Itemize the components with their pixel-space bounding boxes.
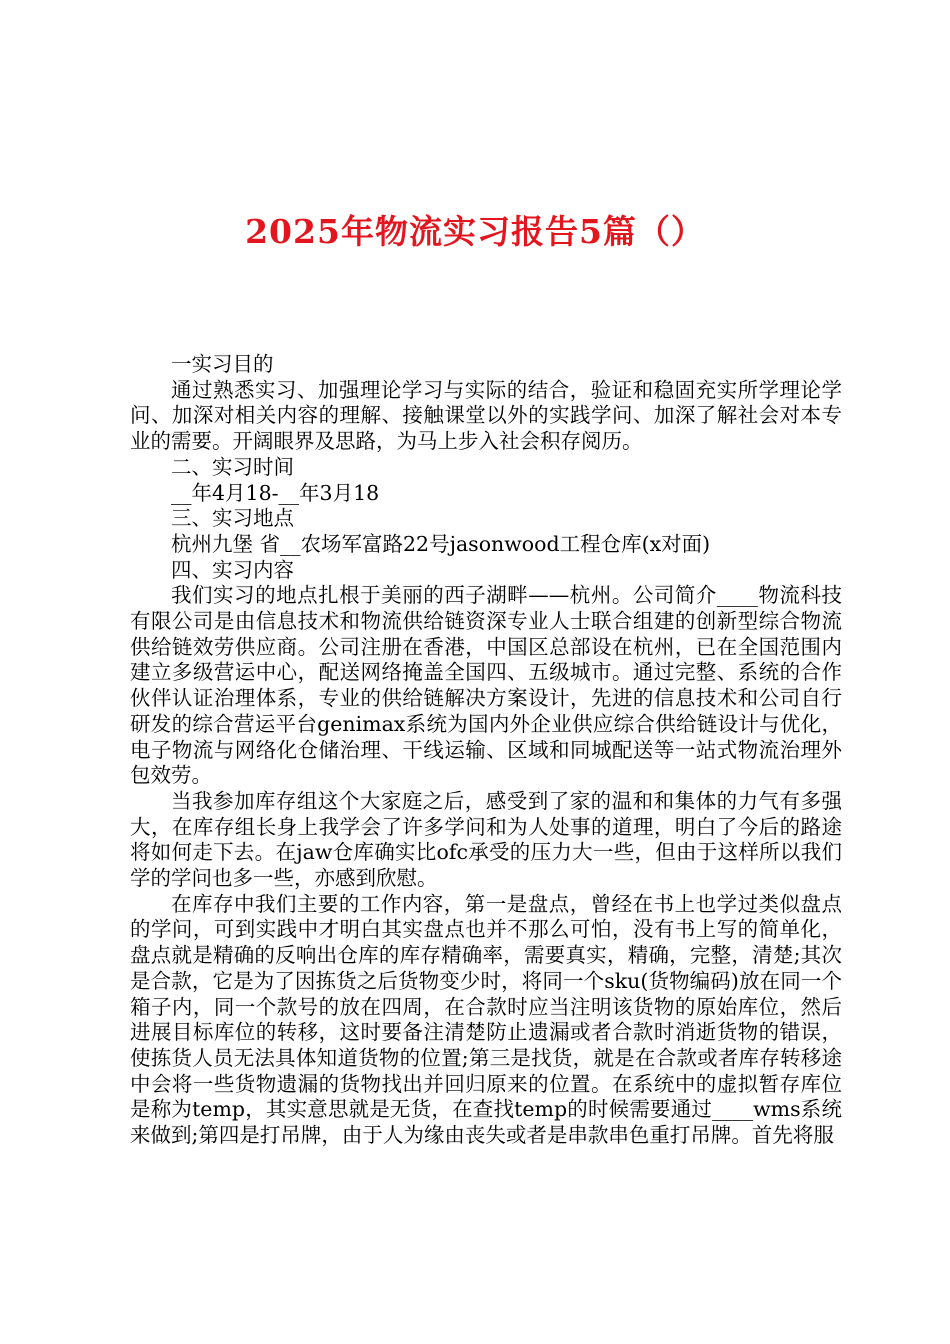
paragraph-purpose: 通过熟悉实习、加强理论学习与实际的结合，验证和稳固充实所学理论学问、加深对相关内容的理解、接触课堂以外的实践学问、加深了解社会对本专业的需要。开阔眼界及思路，为马上步入社会积存阅历。	[130, 377, 842, 454]
document-body	[130, 352, 842, 1149]
heading-content: 四、实习内容	[171, 557, 294, 582]
document-title: 2025年物流实习报告5篇（）	[245, 212, 705, 251]
paragraph-company: 我们实习的地点扎根于美丽的西子湖畔——杭州。公司简介____物流科技有限公司是由信息技术和物流供给链资深专业人士联合组建的创新型综合物流供给链效劳供应商。公司注册在香港，中国区总部设在杭州，已在全国范围内建立多级营运中心，配送网络掩盖全国四、五级城市。通过完整、系统的合作伙伴认证治理体系，专业的供给链解决方案设计，先进的信息技术和公司自行研发的综合营运平台genimax系统为国内外企业供应综合供给链设计与优化，电子物流与网络化仓储治理、干线运输、区域和同城配送等一站式物流治理外包效劳。	[130, 583, 842, 788]
paragraph-location: 杭州九堡 省__农场军富路22号jasonwood工程仓库(x对面)	[171, 531, 711, 556]
heading-location: 三、实习地点	[171, 506, 294, 531]
paragraph-time: __年4月18-__年3月18	[171, 480, 380, 505]
heading-purpose: 一实习目的	[171, 352, 274, 376]
heading-time: 二、实习时间	[171, 454, 294, 479]
paragraph-work-content: 在库存中我们主要的工作内容，第一是盘点，曾经在书上也学过类似盘点的学问，可到实践中才明白其实盘点也并不那么可怕，没有书上写的简单化，盘点就是精确的反响出仓库的库存精确率，需要真实，精确，完整，清楚;其次是合款，它是为了因拣货之后货物变少时，将同一个sku(货物编码)放在同一个箱子内，同一个款号的放在四周，在合款时应当注明该货物的原始库位，然后进展目标库位的转移，这时要备注清楚防止遗漏或者合款时消逝货物的错误，使拣货人员无法具体知道货物的位置;第三是找货，就是在合款或者库存转移途中会将一些货物遗漏的货物找出并回归原来的位置。在系统中的虚拟暂存库位是称为temp，其实意思就是无货，在查找temp的时候需要通过____wms系统来做到;第四是打吊牌，由于人为缘由丧失或者是串款串色重打吊牌。首先将服	[130, 891, 842, 1148]
paragraph-inventory-team: 当我参加库存组这个大家庭之后，感受到了家的温和和集体的力气有多强大，在库存组长身上我学会了许多学问和为人处事的道理，明白了今后的路途将如何走下去。在jaw仓库确实比ofc承受的压力大一些，但由于这样所以我们学的学问也多一些，亦感到欣慰。	[130, 788, 842, 891]
